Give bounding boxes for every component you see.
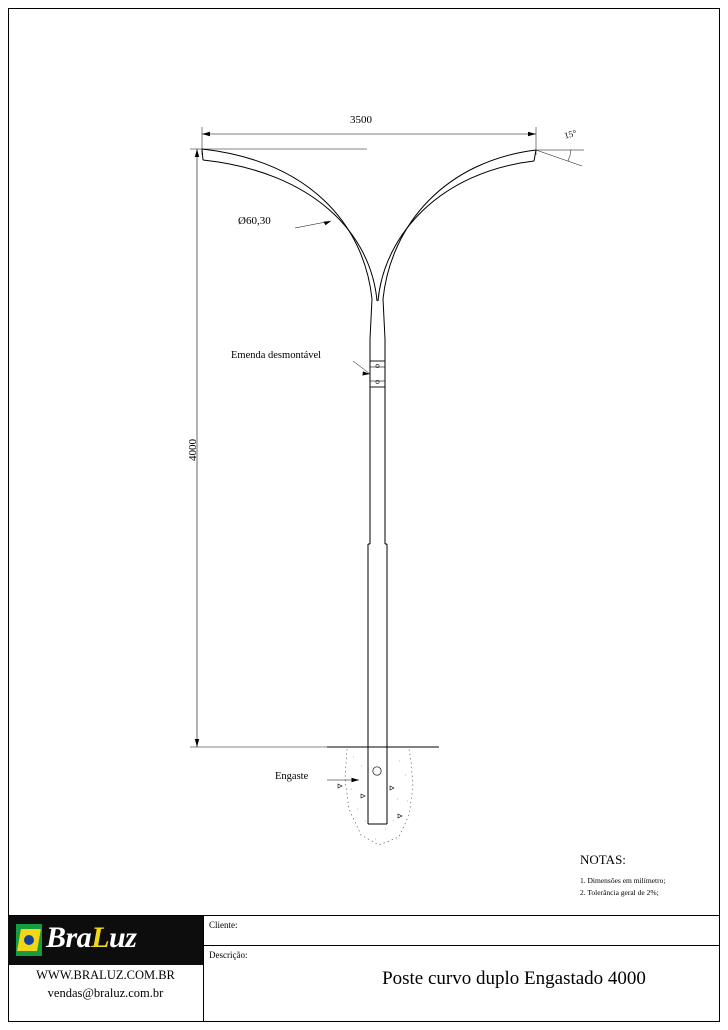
callout-label-splice: Emenda desmontável xyxy=(231,350,322,361)
technical-drawing-canvas xyxy=(9,9,719,909)
description-value: Poste curvo duplo Engastado 4000 xyxy=(382,968,646,989)
email-text[interactable]: vendas@braluz.com.br xyxy=(47,986,164,1001)
brand-logo-text xyxy=(46,921,136,955)
note-item: 1. Dimensões em milímetro; xyxy=(580,876,666,885)
description-label: Descrição: xyxy=(209,950,248,960)
client-label: Cliente: xyxy=(209,920,238,930)
dimension-label-diameter: Ø60,30 xyxy=(238,215,271,227)
notes-block xyxy=(580,852,715,898)
dimension-label-span: 3500 xyxy=(350,114,372,126)
brand-text-part2: L xyxy=(91,921,110,954)
website-text[interactable]: WWW.BRALUZ.COM.BR xyxy=(36,968,175,982)
title-block-fields xyxy=(204,916,720,1022)
pole-drawing-svg xyxy=(9,9,719,909)
logo-banner xyxy=(8,916,203,965)
note-item: 2. Tolerância geral de 2%; xyxy=(580,887,659,897)
brand-text-part3: uz xyxy=(109,921,137,954)
description-row xyxy=(204,946,720,1022)
client-row xyxy=(204,916,720,946)
contact-info xyxy=(8,966,203,1002)
callout-label-embedment: Engaste xyxy=(275,771,309,782)
notes-title: NOTAS: xyxy=(580,852,626,867)
dimension-label-height: 4000 xyxy=(187,439,199,461)
title-block xyxy=(8,915,720,1022)
logo-cell xyxy=(8,916,204,1022)
brazil-flag-icon xyxy=(16,924,42,956)
brand-text-part1: Bra xyxy=(46,921,92,954)
dimension-label-angle: 15° xyxy=(563,127,578,141)
